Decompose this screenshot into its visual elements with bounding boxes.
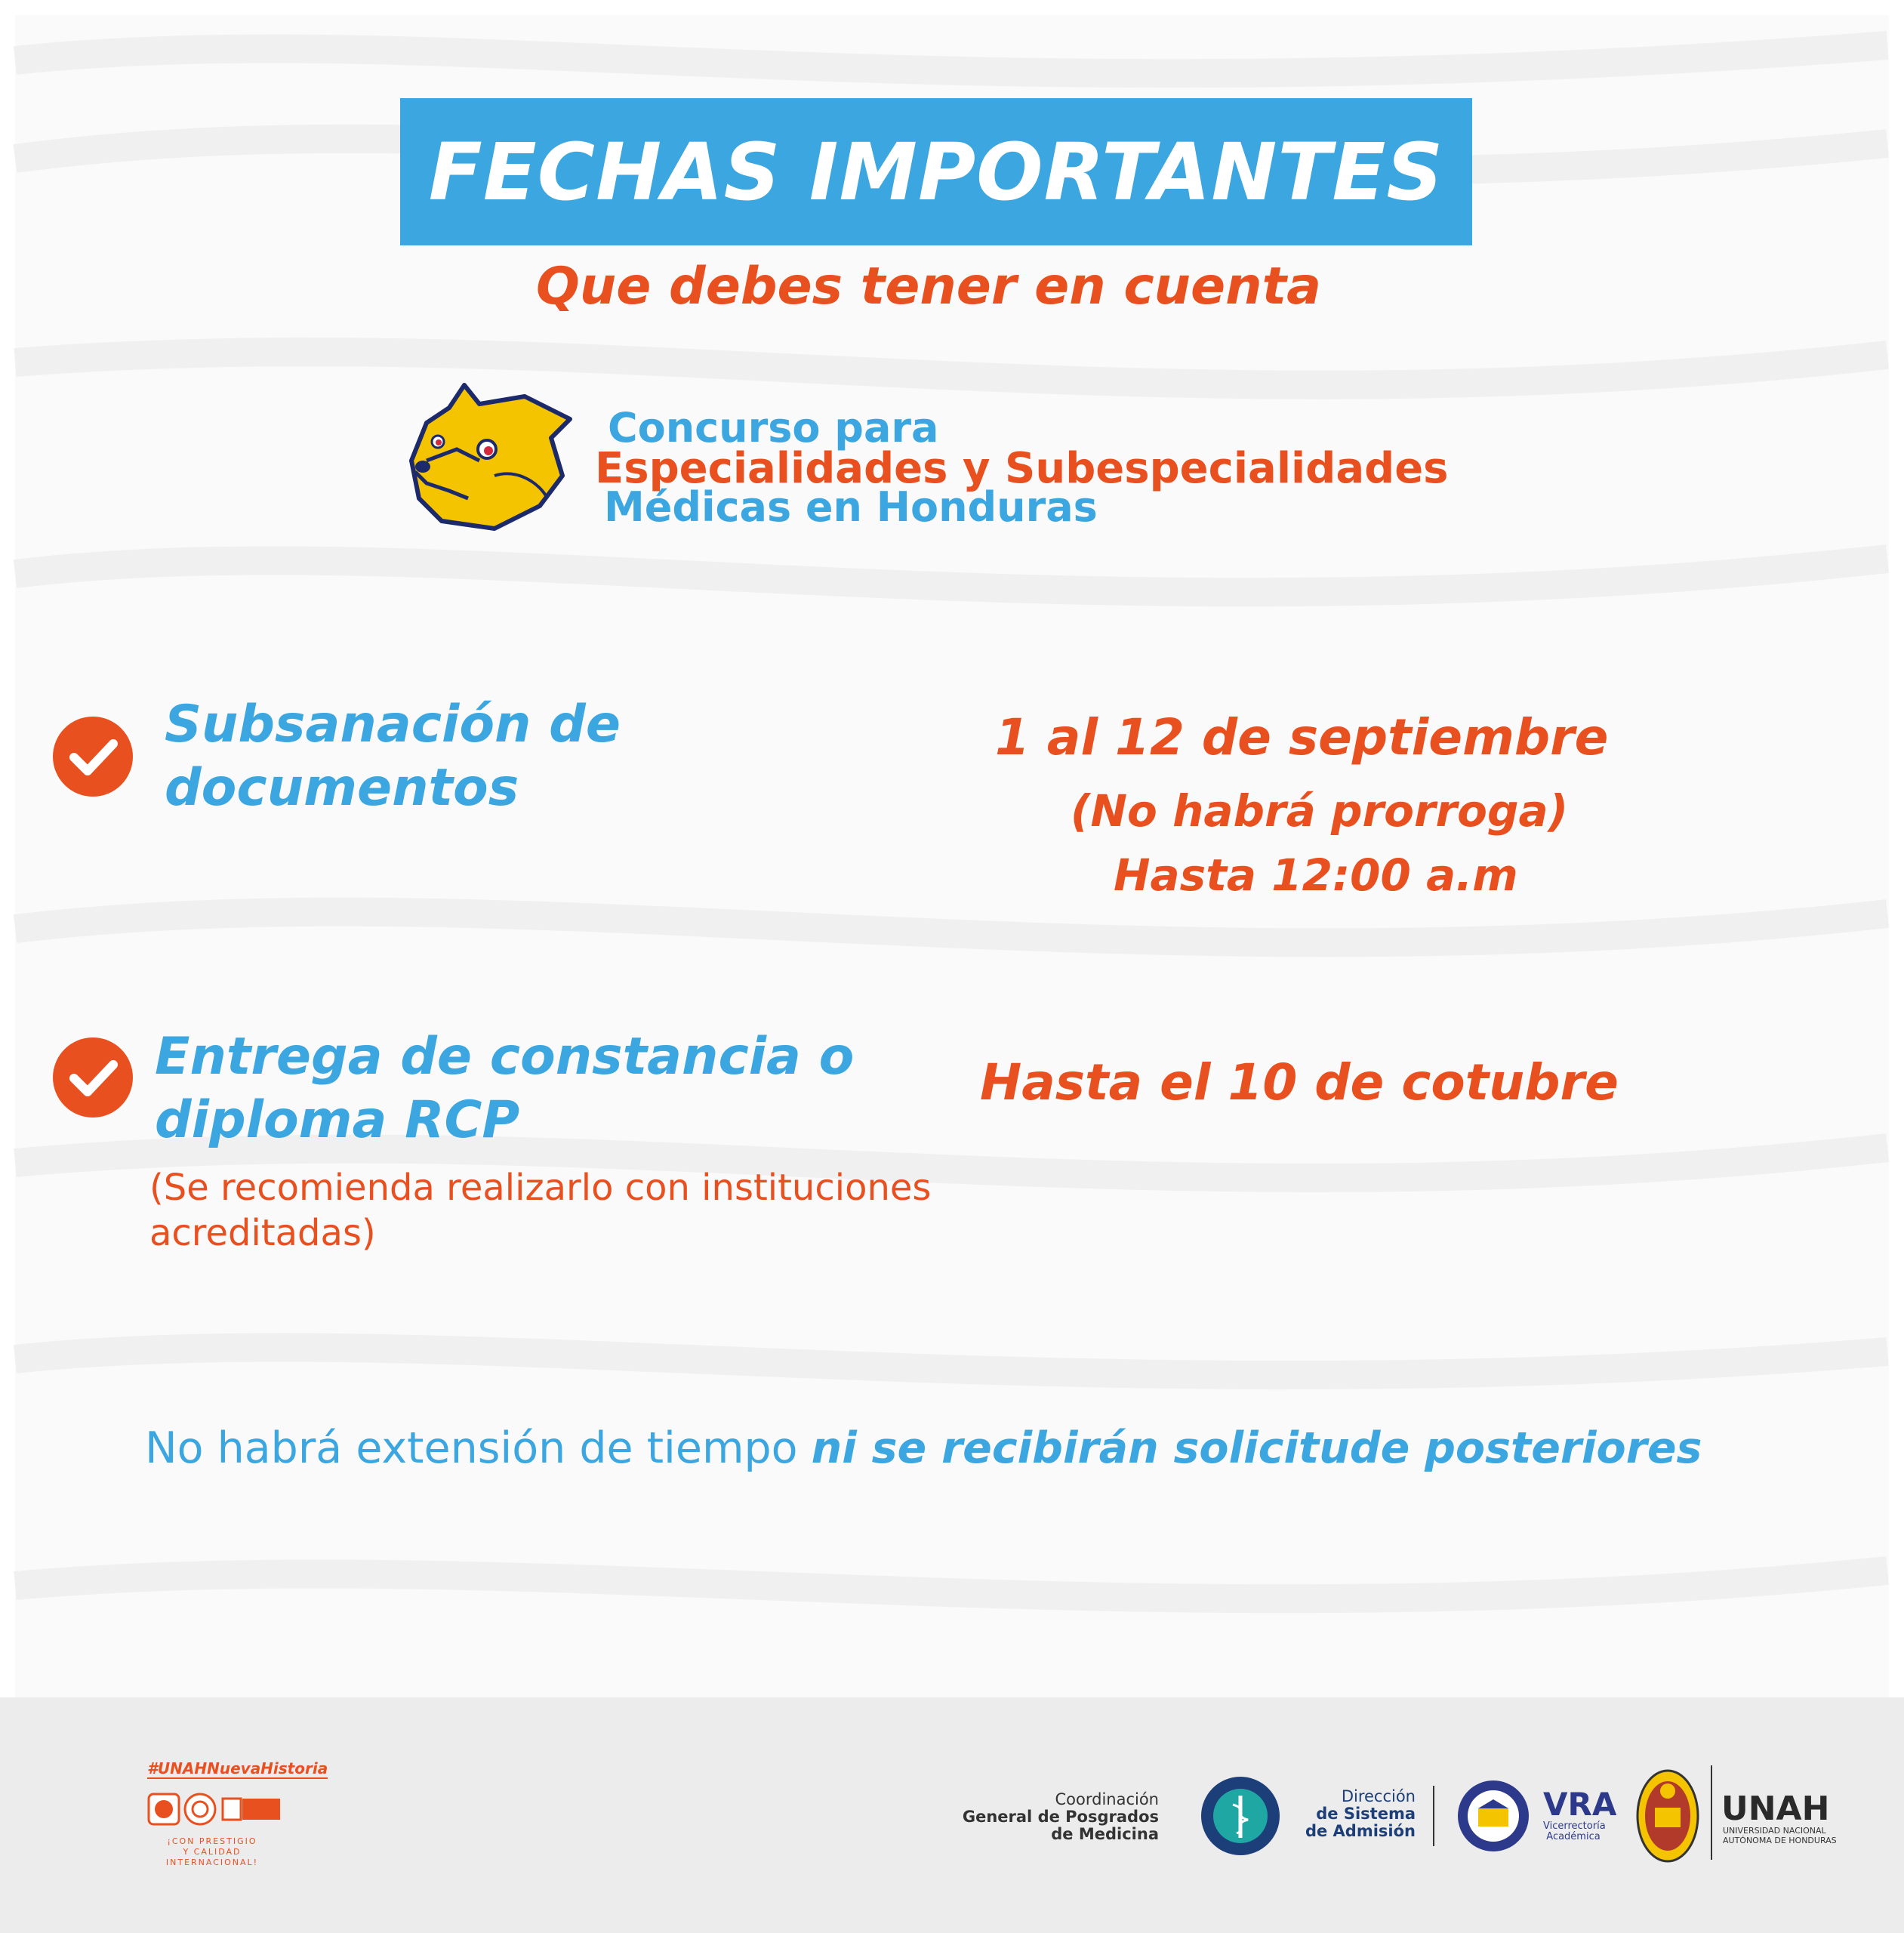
unah-label: UNAH: [1721, 1790, 1830, 1828]
page-title: FECHAS IMPORTANTES: [428, 125, 1444, 218]
item-1-detail-1: (No habrá prorroga): [1071, 785, 1569, 837]
puma-mascot-icon: [396, 378, 585, 536]
admision-line-2: de Sistema: [1316, 1805, 1416, 1823]
contest-line-1: Concurso para: [608, 404, 939, 452]
item-2-title: [155, 1025, 854, 1152]
item-2-title-line-2: diploma RCP: [155, 1090, 520, 1150]
unah-badges-icon: [147, 1791, 283, 1829]
item-2-note: [149, 1165, 931, 1256]
item-1-date: 1 al 12 de septiembre: [995, 708, 1609, 766]
item-2-title-line-1: Entrega de constancia o: [155, 1027, 855, 1087]
page-subtitle: Que debes tener en cuenta: [536, 257, 1321, 316]
vra-sub-line-1: Vicerrectoría: [1543, 1820, 1606, 1832]
item-2-date: Hasta el 10 de cotubre: [980, 1053, 1619, 1111]
prestige-line-1: ¡CON PRESTIGIO: [167, 1836, 257, 1846]
item-1-title-line-1: Subsanación de: [165, 695, 621, 754]
vra-sub-line-2: Académica: [1546, 1831, 1601, 1842]
posgrados-line-2: General de Posgrados: [962, 1808, 1159, 1826]
prestige-slogan: [140, 1836, 284, 1868]
footer-divider: [1433, 1786, 1434, 1846]
item-2-note-line-2: acreditadas): [149, 1212, 376, 1254]
vra-sub: [1543, 1821, 1604, 1842]
vra-seal-icon: [1456, 1778, 1531, 1854]
prestige-line-2: Y CALIDAD INTERNACIONAL!: [165, 1847, 259, 1867]
unah-sub-line-1: UNIVERSIDAD NACIONAL: [1723, 1826, 1826, 1836]
item-1-title: [165, 693, 621, 820]
check-circle-icon: [51, 715, 134, 798]
unah-sub-line-2: AUTÓNOMA DE HONDURAS: [1723, 1836, 1837, 1845]
footer-divider: [1711, 1765, 1712, 1860]
item-1-title-line-2: documentos: [165, 758, 519, 818]
unah-sub: [1723, 1826, 1837, 1845]
admision-line-3: de Admisión: [1305, 1822, 1416, 1840]
posgrados-line-1: Coordinación: [1055, 1790, 1159, 1808]
item-1-detail-2: Hasta 12:00 a.m: [1114, 849, 1518, 901]
vra-label: VRA: [1543, 1786, 1617, 1823]
unah-coat-of-arms-icon: [1635, 1768, 1700, 1864]
contest-line-2: Especialidades y Subespecialidades: [595, 444, 1449, 493]
deadline-notice-regular: No habrá extensión de tiempo: [145, 1423, 812, 1473]
admision-line-1: Dirección: [1341, 1787, 1416, 1805]
posgrados-line-3: de Medicina: [1051, 1825, 1159, 1843]
deadline-notice: [145, 1423, 1702, 1473]
check-circle-icon: [51, 1036, 134, 1119]
contest-line-3: Médicas en Honduras: [604, 483, 1098, 531]
posgrados-label: [891, 1791, 1159, 1843]
admision-label: [1253, 1788, 1416, 1840]
deadline-notice-emphasis: ni se recibirán solicitude posteriores: [811, 1423, 1702, 1473]
item-2-note-line-1: (Se recomienda realizarlo con instituciones: [149, 1167, 932, 1209]
hashtag-label: #UNAHNuevaHistoria: [147, 1759, 328, 1777]
